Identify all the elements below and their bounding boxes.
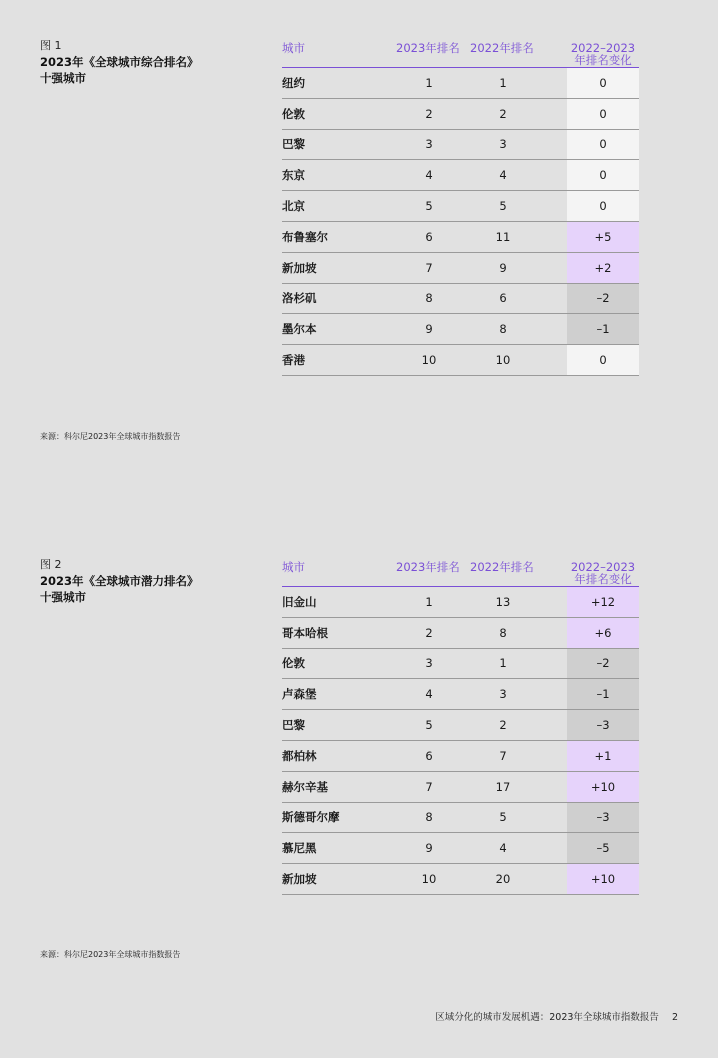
city-cell: 墨尔本 [282, 322, 317, 337]
header-city: 城市 [282, 560, 305, 574]
rank-2022-cell: 3 [499, 137, 507, 152]
rank-2022-cell: 2 [499, 718, 507, 733]
table-row [282, 772, 639, 803]
rank-2022-cell: 7 [499, 748, 507, 763]
table-row [282, 679, 639, 710]
city-cell: 赫尔辛基 [282, 779, 328, 794]
rank-2023-cell: 9 [425, 322, 433, 337]
table-row [282, 741, 639, 772]
header-change-line2: 年排名变化 [574, 53, 632, 67]
figure-2-source: 来源：科尔尼2023年全球城市指数报告 [40, 950, 181, 959]
page-footer [435, 1009, 678, 1023]
rank-change-cell: +2 [567, 253, 639, 283]
city-cell: 哥本哈根 [282, 625, 328, 640]
footer-report-title: 区域分化的城市发展机遇：2023年全球城市指数报告 [435, 1012, 659, 1023]
rank-change-cell: –3 [567, 803, 639, 833]
rank-change-cell: –5 [567, 833, 639, 863]
city-cell: 都柏林 [282, 748, 317, 763]
rank-change-cell: –3 [567, 710, 639, 740]
rank-2022-cell: 17 [495, 779, 511, 794]
rank-change-cell: +12 [567, 587, 639, 617]
rank-2023-cell: 2 [425, 625, 433, 640]
table-row [282, 253, 639, 284]
table-header [282, 40, 639, 68]
figure-1-title-line2: 十强城市 [40, 71, 86, 85]
city-cell: 伦敦 [282, 106, 305, 121]
header-rank-change [567, 561, 639, 585]
table-row [282, 314, 639, 345]
rank-2023-cell: 3 [425, 137, 433, 152]
city-cell: 布鲁塞尔 [282, 229, 328, 244]
rank-change-cell: 0 [567, 99, 639, 129]
header-city: 城市 [282, 41, 305, 55]
figure-1-table [282, 40, 639, 376]
header-rank-2022: 2022年排名 [470, 560, 534, 574]
rank-2022-cell: 3 [499, 687, 507, 702]
header-rank-2023: 2023年排名 [396, 560, 460, 574]
city-cell: 巴黎 [282, 137, 305, 152]
table-body [282, 68, 639, 376]
table-row [282, 130, 639, 161]
table-row [282, 99, 639, 130]
figure-2-title-line2: 十强城市 [40, 590, 86, 604]
city-cell: 巴黎 [282, 718, 305, 733]
city-cell: 纽约 [282, 75, 305, 90]
table-row [282, 618, 639, 649]
page-number: 2 [671, 1012, 678, 1023]
city-cell: 新加坡 [282, 260, 317, 275]
table-row [282, 222, 639, 253]
header-rank-2022: 2022年排名 [470, 41, 534, 55]
rank-2022-cell: 4 [499, 168, 507, 183]
rank-2023-cell: 10 [421, 353, 437, 368]
table-row [282, 587, 639, 618]
table-row [282, 803, 639, 834]
figure-2-table [282, 559, 639, 895]
figure-1-title [40, 54, 240, 86]
header-rank-change [567, 42, 639, 66]
header-change-line2: 年排名变化 [574, 572, 632, 586]
rank-2022-cell: 2 [499, 106, 507, 121]
table-header [282, 559, 639, 587]
rank-2022-cell: 4 [499, 841, 507, 856]
table-row [282, 284, 639, 315]
rank-change-cell: –2 [567, 284, 639, 314]
header-rank-2023: 2023年排名 [396, 41, 460, 55]
rank-2023-cell: 5 [425, 199, 433, 214]
rank-2023-cell: 6 [425, 748, 433, 763]
city-cell: 伦敦 [282, 656, 305, 671]
table-row [282, 833, 639, 864]
table-row [282, 191, 639, 222]
city-cell: 卢森堡 [282, 687, 317, 702]
city-cell: 洛杉矶 [282, 291, 317, 306]
figure-1-source: 来源：科尔尼2023年全球城市指数报告 [40, 432, 181, 441]
rank-change-cell: –1 [567, 314, 639, 344]
rank-2023-cell: 7 [425, 779, 433, 794]
rank-2022-cell: 5 [499, 199, 507, 214]
header-change-line1: 2022–2023 [570, 560, 636, 574]
figure-2-title-line1: 2023年《全球城市潜力排名》 [40, 574, 199, 588]
rank-change-cell: +10 [567, 864, 639, 894]
city-cell: 斯德哥尔摩 [282, 810, 340, 825]
rank-2022-cell: 8 [499, 322, 507, 337]
figure-1-title-line1: 2023年《全球城市综合排名》 [40, 55, 199, 69]
rank-2023-cell: 10 [421, 872, 437, 887]
rank-2022-cell: 10 [495, 353, 511, 368]
rank-2023-cell: 8 [425, 291, 433, 306]
rank-2022-cell: 6 [499, 291, 507, 306]
rank-change-cell: –1 [567, 679, 639, 709]
rank-change-cell: 0 [567, 160, 639, 190]
rank-2022-cell: 5 [499, 810, 507, 825]
rank-2023-cell: 2 [425, 106, 433, 121]
city-cell: 香港 [282, 353, 305, 368]
rank-2022-cell: 11 [495, 229, 511, 244]
table-row [282, 68, 639, 99]
rank-change-cell: +6 [567, 618, 639, 648]
city-cell: 北京 [282, 199, 305, 214]
rank-2023-cell: 5 [425, 718, 433, 733]
table-body [282, 587, 639, 895]
figure-1-label: 图 1 [40, 39, 62, 52]
city-cell: 新加坡 [282, 872, 317, 887]
rank-2022-cell: 1 [499, 75, 507, 90]
rank-change-cell: 0 [567, 130, 639, 160]
rank-change-cell: –2 [567, 649, 639, 679]
rank-2022-cell: 20 [495, 872, 511, 887]
rank-2023-cell: 8 [425, 810, 433, 825]
table-row [282, 649, 639, 680]
table-row [282, 864, 639, 895]
table-row [282, 710, 639, 741]
rank-2022-cell: 1 [499, 656, 507, 671]
rank-2023-cell: 4 [425, 168, 433, 183]
rank-2023-cell: 1 [425, 75, 433, 90]
rank-2022-cell: 9 [499, 260, 507, 275]
rank-2022-cell: 13 [495, 594, 511, 609]
rank-2023-cell: 3 [425, 656, 433, 671]
table-row [282, 160, 639, 191]
rank-2023-cell: 1 [425, 594, 433, 609]
rank-2022-cell: 8 [499, 625, 507, 640]
table-row [282, 345, 639, 376]
rank-2023-cell: 4 [425, 687, 433, 702]
figure-2-title [40, 573, 240, 605]
rank-2023-cell: 7 [425, 260, 433, 275]
city-cell: 旧金山 [282, 594, 317, 609]
rank-change-cell: +1 [567, 741, 639, 771]
rank-change-cell: +10 [567, 772, 639, 802]
rank-change-cell: 0 [567, 68, 639, 98]
rank-2023-cell: 9 [425, 841, 433, 856]
city-cell: 慕尼黑 [282, 841, 317, 856]
rank-change-cell: 0 [567, 191, 639, 221]
rank-change-cell: 0 [567, 345, 639, 375]
header-change-line1: 2022–2023 [570, 41, 636, 55]
figure-2-label: 图 2 [40, 558, 62, 571]
city-cell: 东京 [282, 168, 305, 183]
rank-2023-cell: 6 [425, 229, 433, 244]
rank-change-cell: +5 [567, 222, 639, 252]
